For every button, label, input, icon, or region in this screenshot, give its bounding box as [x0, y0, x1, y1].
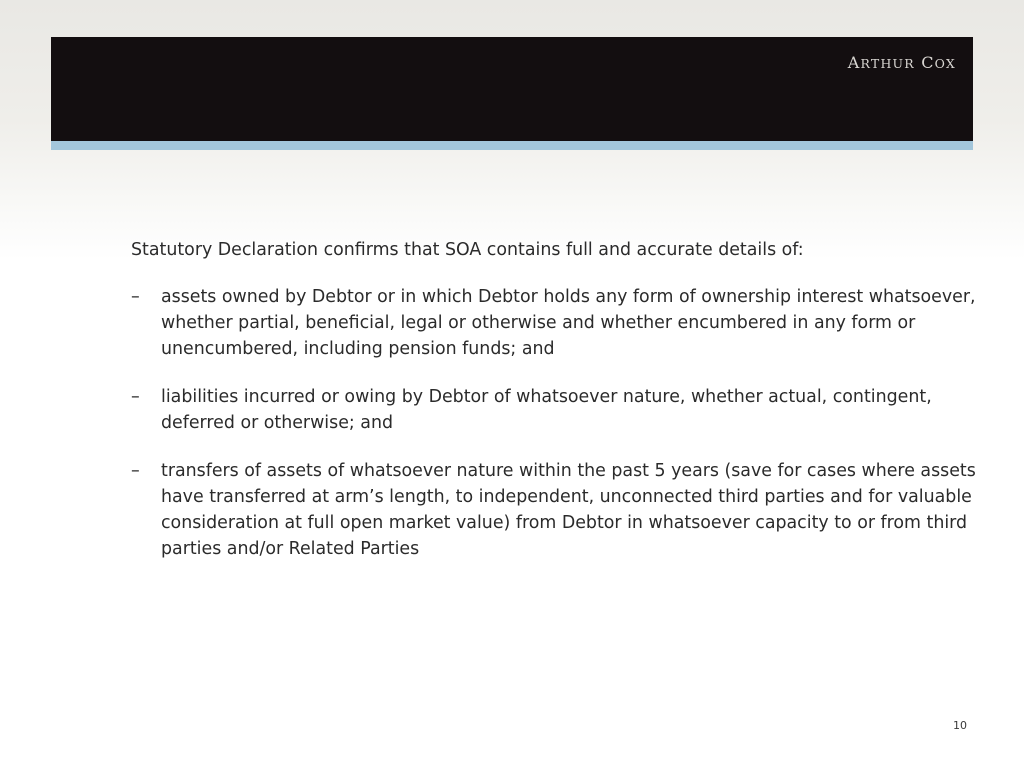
brand-letter: A — [847, 53, 861, 72]
bullet-text: assets owned by Debtor or in which Debtor holds any form of ownership interest whatsoever, whether partial, beneficial, legal or otherwise and whether encumbered in any form or unencumbered, including pension funds; and — [161, 287, 976, 359]
header-accent-bar — [51, 141, 973, 150]
bullet-item-liabilities — [131, 384, 981, 436]
brand-letters: OX — [934, 56, 956, 71]
brand-letter: C — [921, 53, 935, 72]
header-band — [51, 37, 973, 141]
brand-letters: RTHUR — [860, 56, 915, 71]
bullet-dash: – — [131, 287, 140, 307]
bullet-text: liabilities incurred or owing by Debtor of whatsoever nature, whether actual, contingent, deferred or otherwise; and — [161, 387, 932, 433]
bullet-dash: – — [131, 461, 140, 481]
page-number: 10 — [953, 719, 967, 732]
bullet-dash: – — [131, 387, 140, 407]
bullet-item-assets — [131, 284, 981, 362]
intro-text: Statutory Declaration confirms that SOA contains full and accurate details of: — [131, 240, 804, 260]
bullet-item-transfers — [131, 458, 981, 562]
bullet-list — [131, 284, 981, 562]
brand-logo — [848, 53, 956, 72]
bullet-text: transfers of assets of whatsoever nature within the past 5 years (save for cases where assets have transferred at arm’s length, to independent, unconnected third parties and for valuable consideration at full open market value) from Debtor in whatsoever capacity to or from third parties and/or Related Parties — [161, 461, 976, 559]
slide-content — [131, 237, 981, 584]
